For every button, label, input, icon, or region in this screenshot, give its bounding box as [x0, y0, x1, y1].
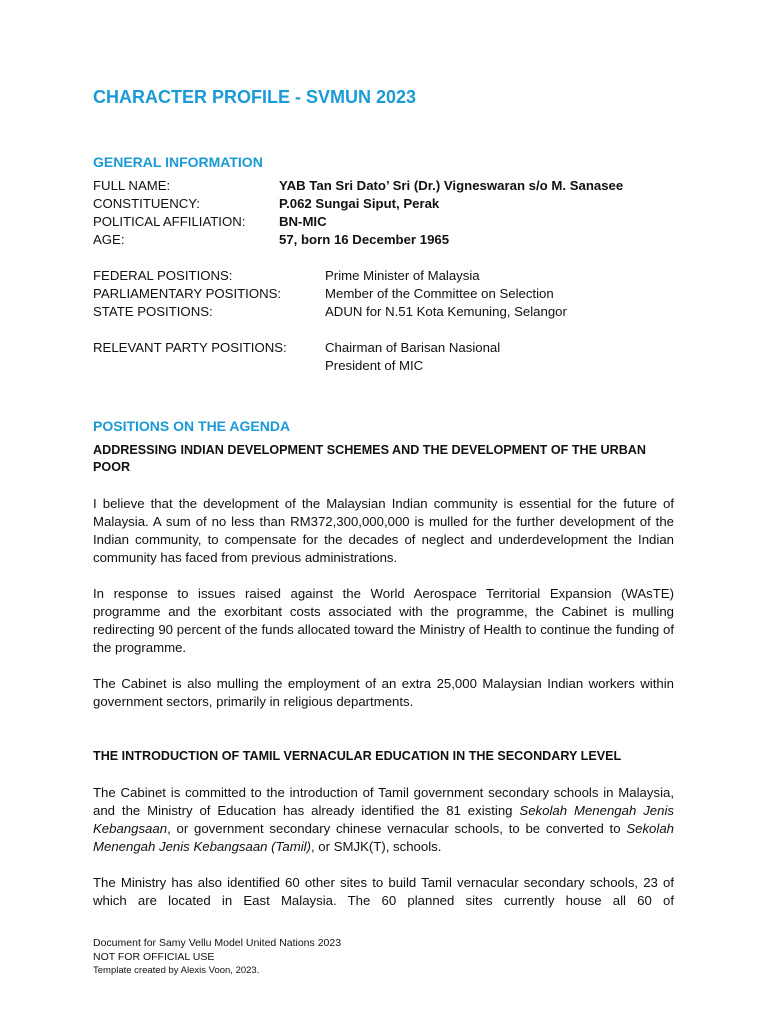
- parliamentary-positions-label: PARLIAMENTARY POSITIONS:: [93, 286, 282, 301]
- topic-2-title: THE INTRODUCTION OF TAMIL VERNACULAR EDUCATION IN THE SECONDARY LEVEL: [93, 749, 622, 763]
- footer-official-use-note: NOT FOR OFFICIAL USE: [93, 951, 215, 963]
- political-affiliation-value: BN-MIC: [279, 214, 327, 229]
- topic-2-paragraph-1: [93, 784, 674, 856]
- full-name-row: [93, 177, 674, 195]
- party-position-item: Chairman of Barisan Nasional: [325, 340, 501, 355]
- topic-2-paragraph-1-italic-1: Sekolah Menengah Jenis Kebangsaan: [93, 803, 674, 836]
- document-title: CHARACTER PROFILE - SVMUN 2023: [93, 87, 417, 107]
- topic-1-paragraph-3: The Cabinet is also mulling the employment of an extra 25,000 Malaysian Indian workers within government sectors, primarily in religious departments.: [93, 676, 674, 709]
- agenda-body: [93, 442, 674, 910]
- age-value: 57, born 16 December 1965: [279, 232, 450, 247]
- party-positions-label: RELEVANT PARTY POSITIONS:: [93, 340, 287, 355]
- state-positions-label: STATE POSITIONS:: [93, 304, 213, 319]
- parliamentary-positions-row: [93, 285, 674, 303]
- age-label: AGE:: [93, 232, 125, 247]
- positions-on-agenda-heading: POSITIONS ON THE AGENDA: [93, 418, 291, 434]
- party-positions-values: [325, 339, 500, 375]
- document-footer: [93, 936, 341, 978]
- constituency-label: CONSTITUENCY:: [93, 196, 200, 211]
- federal-positions-value: Prime Minister of Malaysia: [325, 268, 480, 283]
- full-name-value: YAB Tan Sri Dato’ Sri (Dr.) Vigneswaran s/o M. Sanasee: [279, 178, 624, 193]
- footer-document-note: Document for Samy Vellu Model United Nations 2023: [93, 937, 342, 949]
- federal-positions-row: [93, 267, 674, 285]
- constituency-value: P.062 Sungai Siput, Perak: [279, 196, 440, 211]
- federal-positions-label: FEDERAL POSITIONS:: [93, 268, 233, 283]
- party-position-item: President of MIC: [325, 358, 424, 373]
- footer-template-credit: Template created by Alexis Voon, 2023.: [93, 965, 260, 976]
- topic-2-paragraph-1-part-b: , or government secondary chinese vernacular schools, to be converted to: [167, 821, 627, 836]
- party-positions-table: [93, 339, 674, 375]
- topic-2-paragraph-1-part-a: The Cabinet is committed to the introduction of Tamil government secondary schools in Malaysia, and the Ministry of Education has already identified the 81 existing: [93, 785, 674, 818]
- constituency-row: [93, 195, 674, 213]
- state-positions-row: [93, 303, 674, 321]
- state-positions-value: ADUN for N.51 Kota Kemuning, Selangor: [325, 304, 567, 319]
- topic-1-paragraph-2: In response to issues raised against the World Aerospace Territorial Expansion (WAsTE) programme and the exorbitant costs associated with the programme, the Cabinet is mulling redirecting 90 percent of the funds allocated toward the Ministry of Health to continue the funding of the programme.: [93, 586, 674, 655]
- political-affiliation-row: [93, 213, 674, 231]
- party-positions-row: [93, 339, 674, 375]
- political-affiliation-label: POLITICAL AFFILIATION:: [93, 214, 246, 229]
- positions-table: [93, 267, 674, 321]
- topic-2-paragraph-1-part-c: , or SMJK(T), schools.: [310, 839, 442, 854]
- topic-2-paragraph-2: The Ministry has also identified 60 other sites to build Tamil vernacular secondary schools, 23 of which are located in East Malaysia. The 60 planned sites currently house all 60 of: [93, 875, 674, 908]
- topic-1-title: ADDRESSING INDIAN DEVELOPMENT SCHEMES AND THE DEVELOPMENT OF THE URBAN POOR: [93, 443, 646, 474]
- topic-1-paragraph-1: I believe that the development of the Malaysian Indian community is essential for the future of Malaysia. A sum of no less than RM372,300,000,000 is mulled for the further development of the Indian community, to compensate for the decades of neglect and underdevelopment the Indian community has faced from previous administrations.: [93, 496, 674, 565]
- topic-2-paragraph-1-italic-2: Sekolah Menengah Jenis Kebangsaan (Tamil): [93, 821, 674, 854]
- age-row: [93, 231, 674, 249]
- general-information-heading: GENERAL INFORMATION: [93, 154, 263, 170]
- full-name-label: FULL NAME:: [93, 178, 171, 193]
- parliamentary-positions-value: Member of the Committee on Selection: [325, 286, 554, 301]
- general-information-table: [93, 177, 674, 249]
